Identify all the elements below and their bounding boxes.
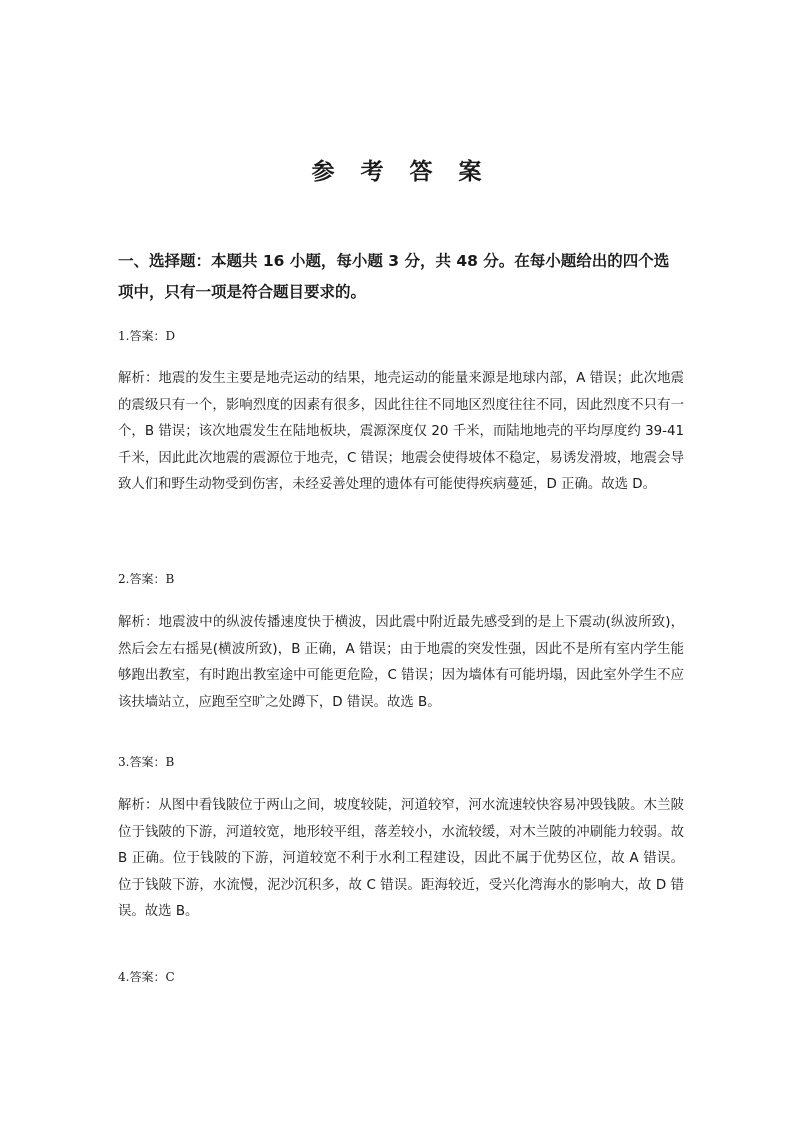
page-title: 参 考 答 案 — [311, 159, 491, 185]
explanation-2: 解析：地震波中的纵波传播速度快于横波，因此震中附近最先感受到的是上下震动(纵波所致)，然后会左右摇晃(横波所致)，B 正确，A 错误；由于地震的突发性强，因此不是所有室内学生能够跑出教室，有时跑出教室途中可能更危险，C 错误；因为墙体有可能坍塌，因此室外学生不应该扶墙站立，应跑至空旷之处蹲下，D 错误。故选 B。 — [118, 615, 684, 710]
answer-4: 4.答案：C — [118, 970, 175, 984]
explanation-1: 解析：地震的发生主要是地壳运动的结果，地壳运动的能量来源是地球内部，A 错误；此次地震的震级只有一个，影响烈度的因素有很多，因此往往不同地区烈度往往不同，因此烈度不只有一个，B 错误；该次地震发生在陆地板块，震源深度仅 20 千米，而陆地地壳的平均厚度约 39-41 千米，因此此次地震的震源位于地壳，C 错误；地震会使得坡体不稳定，易诱发滑坡，地震会导致人们和野生动物受到伤害，未经妥善处理的遗体有可能使得疾病蔓延，D 正确。故选 D。 — [118, 371, 684, 492]
answer-1: 1.答案：D — [118, 329, 176, 343]
section-heading: 一、选择题：本题共 16 小题，每小题 3 分，共 48 分。在每小题给出的四个选项中，只有一项是符合题目要求的。 — [118, 252, 670, 301]
explanation-3: 解析：从图中看钱陂位于两山之间，坡度较陡，河道较窄，河水流速较快容易冲毁钱陂。木兰陂位于钱陂的下游，河道较宽，地形较平组，落差较小，水流较缓，对木兰陂的冲刷能力较弱。故 B 正确。位于钱陂的下游，河道较宽不利于水利工程建设，因此不属于优势区位，故 A 错误。位于钱陂下游，水流慢，泥沙沉积多，故 C 错误。距海较近，受兴化湾海水的影响大，故 D 错误。故选 B。 — [118, 798, 684, 919]
answer-3: 3.答案：B — [118, 755, 175, 769]
answer-2: 2.答案：B — [118, 572, 175, 586]
